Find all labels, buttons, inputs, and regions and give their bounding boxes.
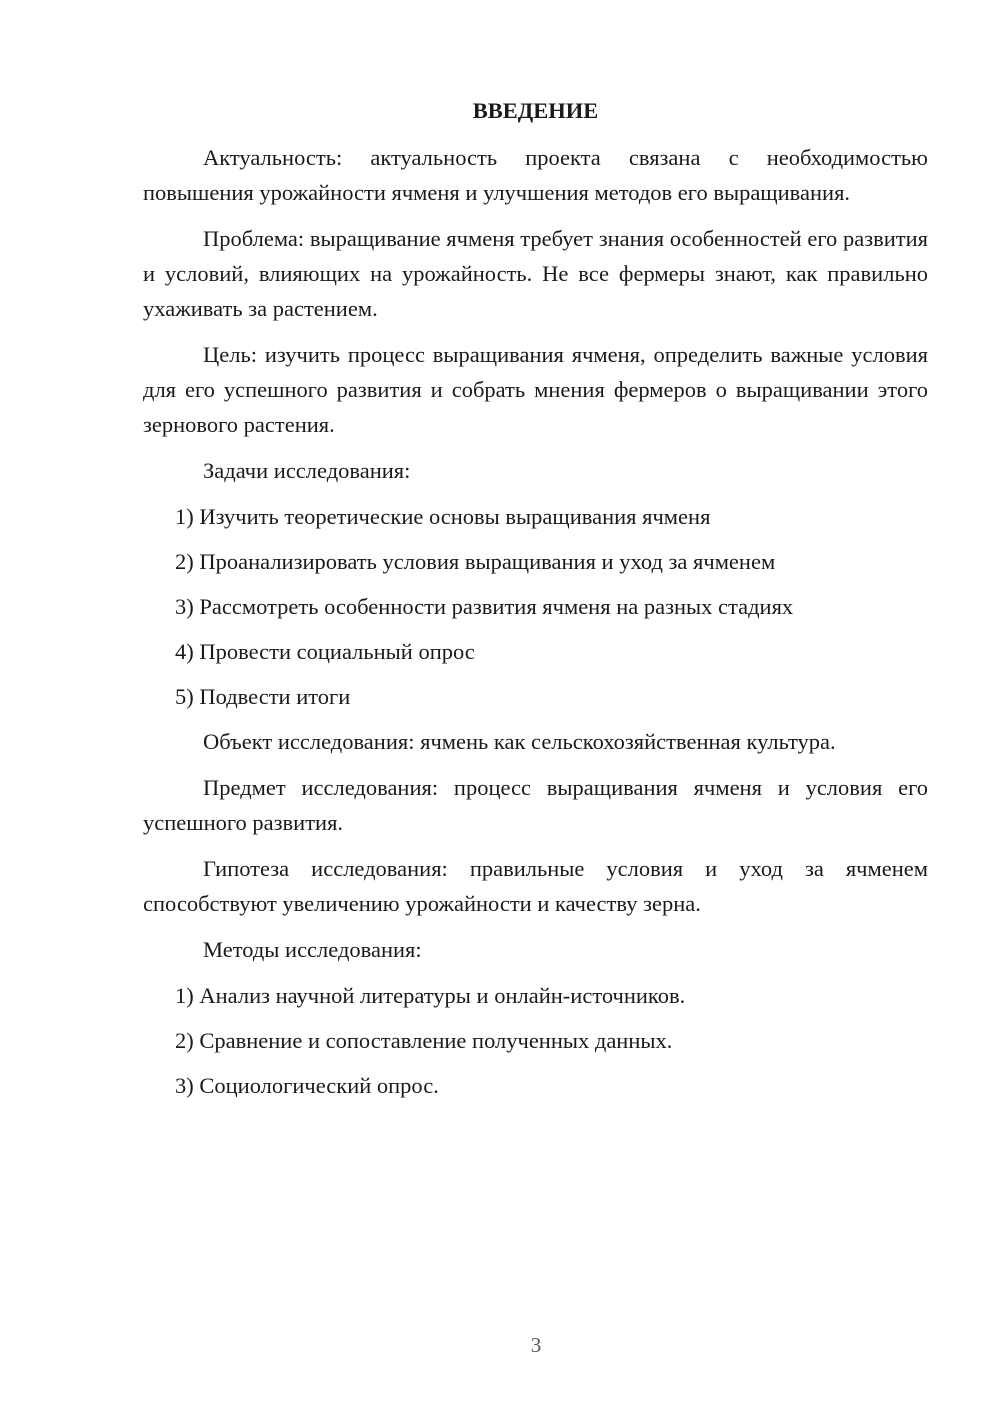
list-item: 1) Анализ научной литературы и онлайн-источников. — [175, 983, 686, 1008]
relevance-paragraph: Актуальность: актуальность проекта связана с необходимостью повышения урожайности ячменя и улучшения методов его выращивания. — [143, 145, 928, 205]
tasks-heading: Задачи исследования: — [203, 458, 411, 483]
list-item: 3) Рассмотреть особенности развития ячменя на разных стадиях — [175, 594, 794, 619]
object-paragraph: Объект исследования: ячмень как сельскохозяйственная культура. — [203, 729, 836, 754]
methods-heading: Методы исследования: — [203, 937, 422, 962]
list-item: 3) Социологический опрос. — [175, 1073, 439, 1098]
list-item: 2) Проанализировать условия выращивания и уход за ячменем — [175, 549, 776, 574]
list-item: 2) Сравнение и сопоставление полученных данных. — [175, 1028, 673, 1053]
hypothesis-paragraph: Гипотеза исследования: правильные условия и уход за ячменем способствуют увеличению урожайности и качеству зерна. — [143, 856, 928, 916]
goal-paragraph: Цель: изучить процесс выращивания ячменя, определить важные условия для его успешного развития и собрать мнения фермеров о выращивании этого зернового растения. — [143, 342, 928, 437]
page-number: 3 — [530, 1333, 542, 1357]
subject-paragraph: Предмет исследования: процесс выращивания ячменя и условия его успешного развития. — [143, 775, 928, 835]
problem-paragraph: Проблема: выращивание ячменя требует знания особенностей его развития и условий, влияющих на урожайность. Не все фермеры знают, как правильно ухаживать за растением. — [143, 226, 928, 321]
page-title: ВВЕДЕНИЕ — [472, 98, 599, 123]
methods-list — [143, 978, 928, 1103]
tasks-list — [143, 499, 928, 714]
list-item: 4) Провести социальный опрос — [175, 639, 475, 664]
list-item: 1) Изучить теоретические основы выращивания ячменя — [175, 504, 711, 529]
document-page — [143, 96, 928, 1113]
list-item: 5) Подвести итоги — [175, 684, 351, 709]
